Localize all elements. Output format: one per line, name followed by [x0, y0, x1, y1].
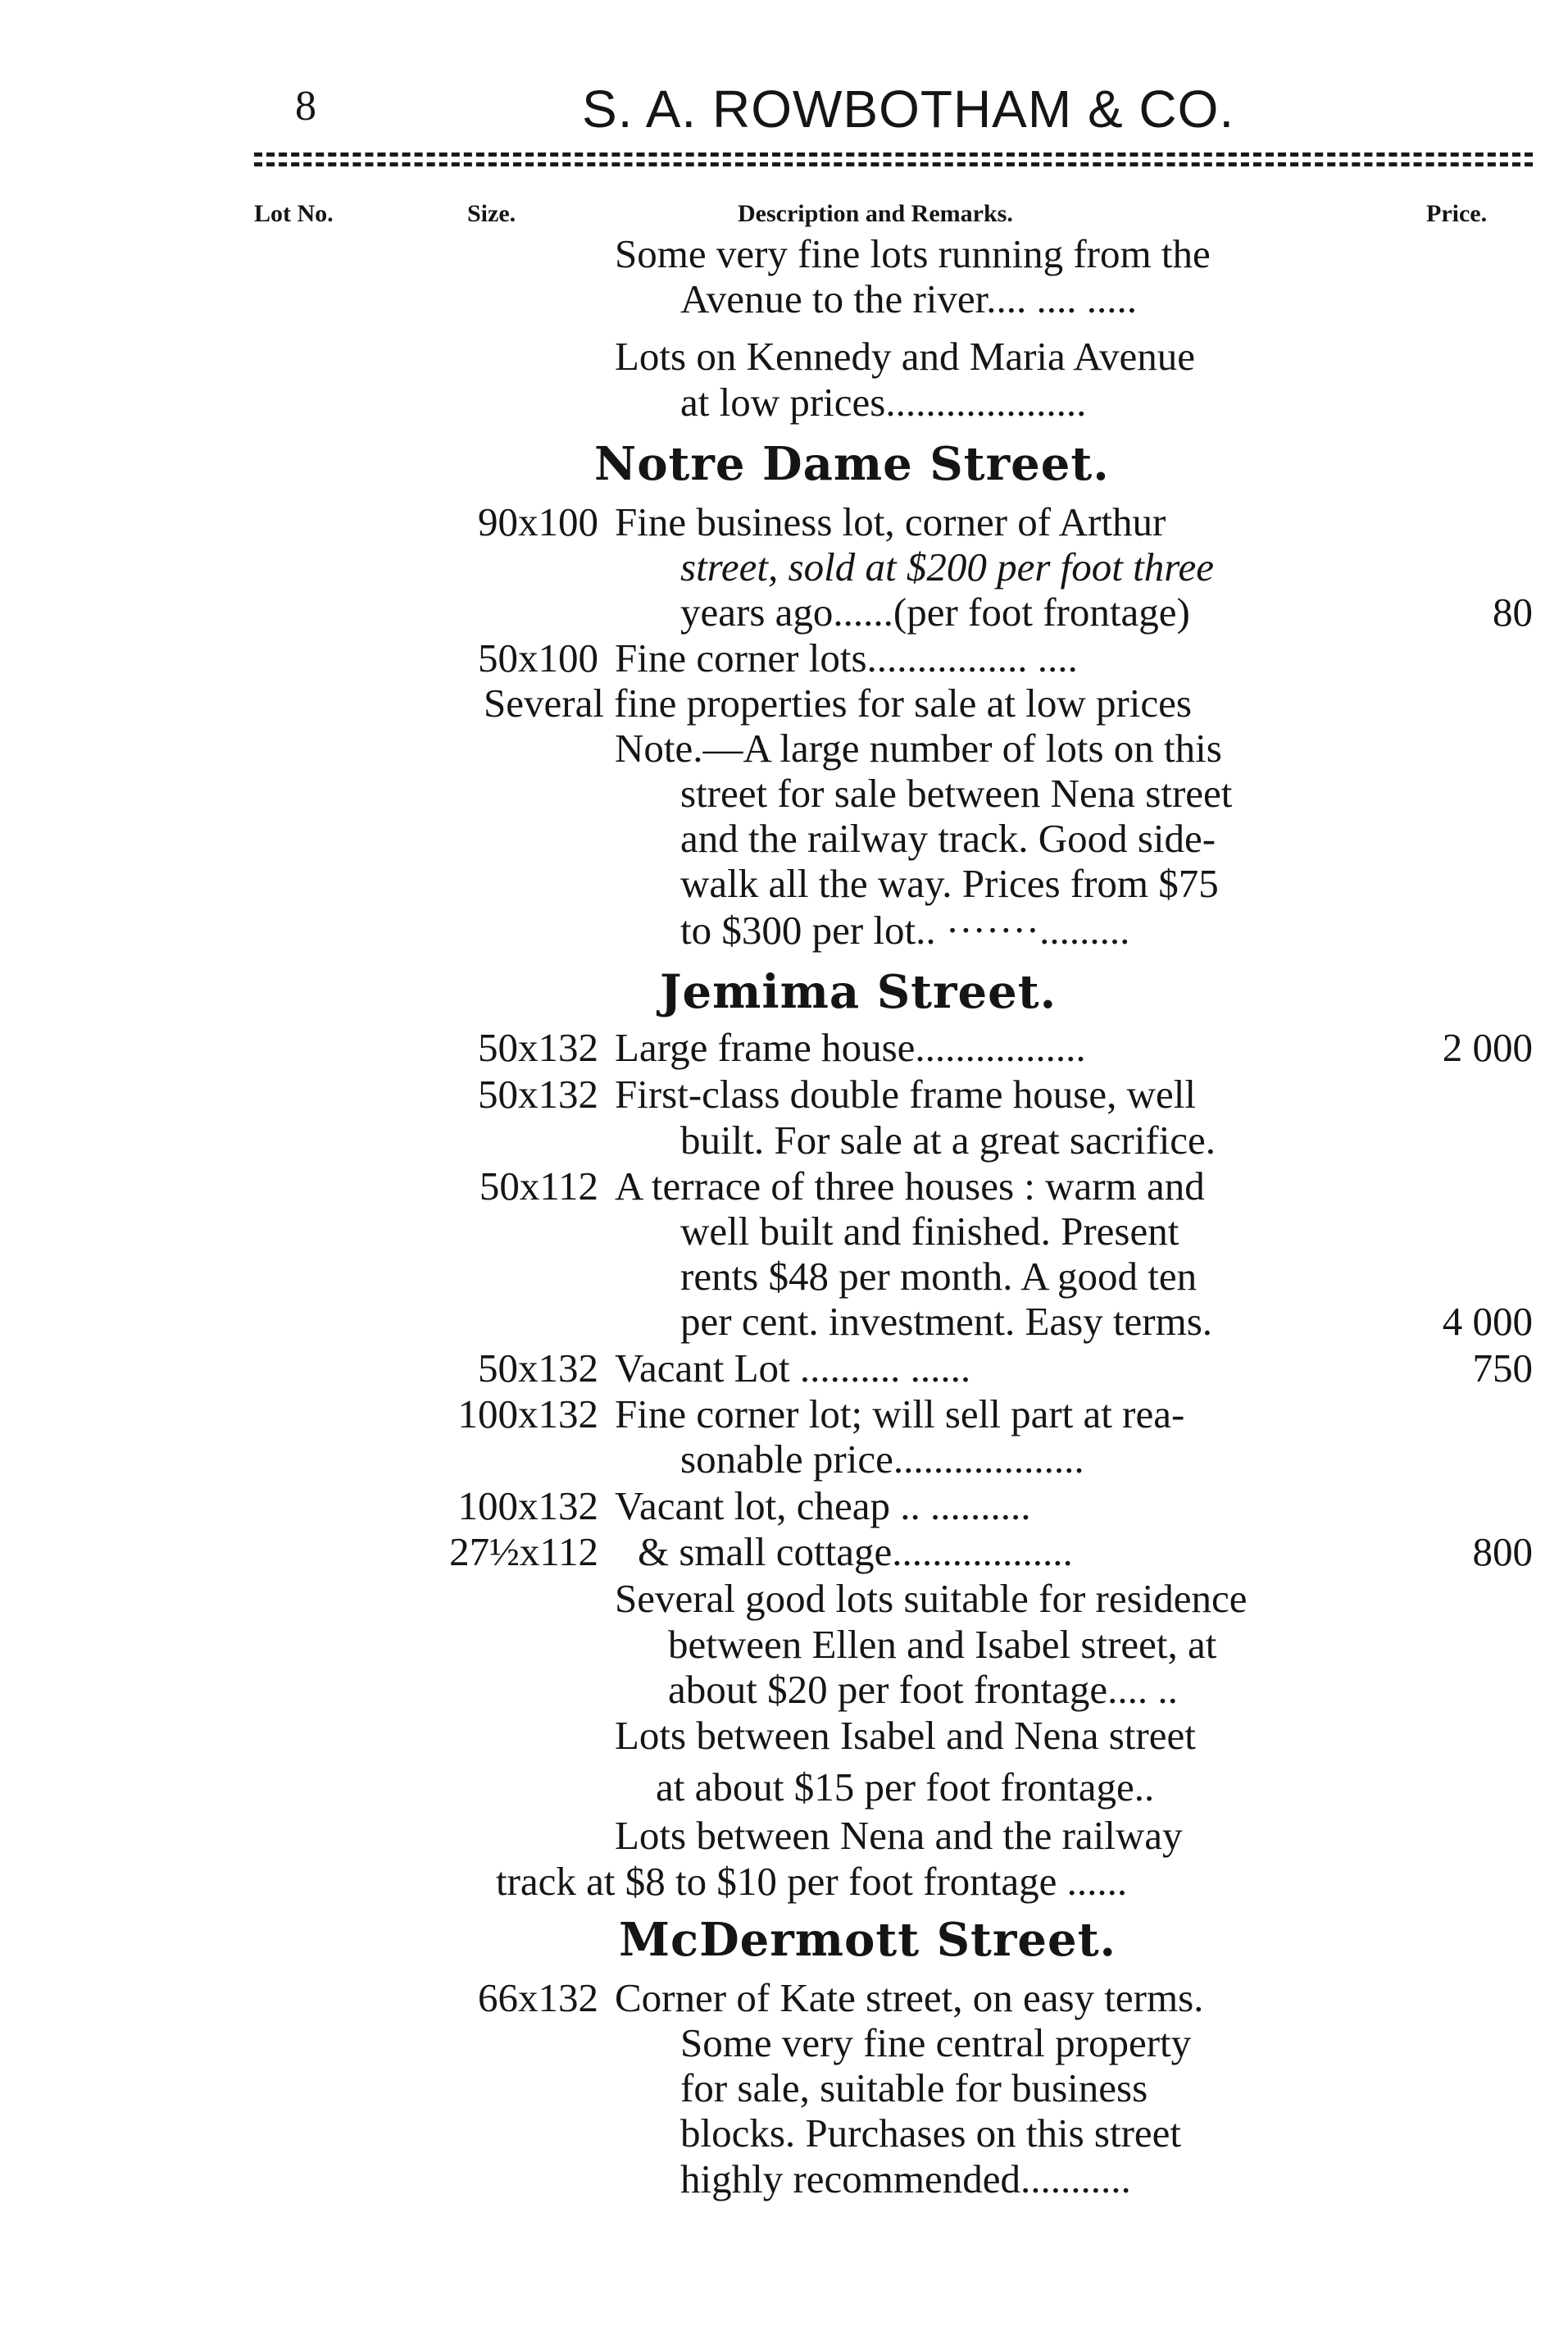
price-value: 4 000 — [1442, 1299, 1533, 1344]
description-line: well built and finished. Present — [680, 1209, 1179, 1254]
description-line: Corner of Kate street, on easy terms. — [615, 1975, 1204, 2020]
description-line: per cent. investment. Easy terms. — [680, 1299, 1213, 1344]
lot-size: 27½x112 — [449, 1529, 598, 1574]
price-value: 80 — [1493, 590, 1533, 635]
lot-size: 100x132 — [457, 1483, 598, 1528]
lot-size: 100x132 — [457, 1391, 598, 1436]
description-line: and the railway track. Good side- — [680, 816, 1216, 861]
column-header-lot-no: Lot No. — [254, 200, 334, 227]
description-line: Note.—A large number of lots on this — [615, 726, 1222, 771]
lot-size: 66x132 — [478, 1975, 598, 2020]
lot-size: 50x132 — [478, 1072, 598, 1117]
description-line: Fine corner lots................ .... — [615, 635, 1078, 681]
description-line: sonable price................... — [680, 1436, 1084, 1482]
description-line: for sale, suitable for business — [680, 2065, 1148, 2110]
page-number: 8 — [295, 83, 316, 130]
column-header-description: Description and Remarks. — [738, 200, 1013, 227]
description-line: about $20 per foot frontage.... .. — [668, 1667, 1178, 1712]
description-line: Several fine properties for sale at low prices — [484, 681, 1192, 726]
description-line: at about $15 per foot frontage.. — [656, 1764, 1155, 1810]
lot-size: 50x132 — [478, 1025, 598, 1070]
description-line: rents $48 per month. A good ten — [680, 1254, 1198, 1299]
description-line: to $300 per lot.. ·······......... — [680, 908, 1130, 953]
page-title: S. A. ROWBOTHAM & CO. — [582, 80, 1235, 139]
section-heading-mcdermott: McDermott Street. — [619, 1913, 1117, 1967]
description-line: Fine corner lot; will sell part at rea- — [615, 1391, 1185, 1436]
description-line: Vacant Lot .......... ...... — [615, 1345, 971, 1391]
description-line: between Ellen and Isabel street, at — [668, 1622, 1217, 1667]
description-line: & small cottage.................. — [638, 1529, 1073, 1574]
description-line: blocks. Purchases on this street — [680, 2110, 1182, 2156]
header-rule-top — [254, 153, 1533, 157]
lot-size: 50x100 — [478, 635, 598, 681]
description-line: at low prices.................... — [680, 380, 1087, 425]
column-header-size: Size. — [467, 200, 516, 227]
lot-size: 50x132 — [478, 1345, 598, 1391]
section-heading-notre-dame: Notre Dame Street. — [594, 437, 1110, 491]
description-line: Lots between Isabel and Nena street — [615, 1713, 1196, 1758]
description-line: A terrace of three houses : warm and — [615, 1163, 1205, 1209]
description-line: Lots on Kennedy and Maria Avenue — [615, 334, 1196, 379]
section-heading-jemima: Jemima Street. — [660, 965, 1057, 1019]
description-line: Several good lots suitable for residence — [615, 1576, 1248, 1621]
description-line: years ago......(per foot frontage) — [680, 590, 1190, 635]
description-line: Avenue to the river.... .... ..... — [680, 276, 1138, 321]
description-line: Lots between Nena and the railway — [615, 1813, 1183, 1858]
description-line: walk all the way. Prices from $75 — [680, 861, 1219, 906]
price-value: 750 — [1472, 1345, 1533, 1391]
description-line: street for sale between Nena street — [680, 771, 1233, 816]
description-line: Some very fine lots running from the — [615, 231, 1211, 276]
column-header-price: Price. — [1426, 200, 1488, 227]
description-line: built. For sale at a great sacrifice. — [680, 1118, 1216, 1163]
header-rule-bottom — [254, 162, 1533, 166]
lot-size: 90x100 — [478, 499, 598, 544]
lot-size: 50x112 — [479, 1163, 598, 1209]
description-line: track at $8 to $10 per foot frontage ...... — [496, 1859, 1128, 1904]
description-line: First-class double frame house, well — [615, 1072, 1196, 1117]
price-value: 2 000 — [1442, 1025, 1533, 1070]
description-line: Large frame house................. — [615, 1025, 1086, 1070]
description-line: Fine business lot, corner of Arthur — [615, 499, 1166, 544]
description-line: street, sold at $200 per foot three — [680, 544, 1214, 590]
description-line: Vacant lot, cheap .. .......... — [615, 1483, 1031, 1528]
description-line: highly recommended........... — [680, 2156, 1131, 2201]
description-line: Some very fine central property — [680, 2020, 1192, 2065]
price-value: 800 — [1472, 1529, 1533, 1574]
